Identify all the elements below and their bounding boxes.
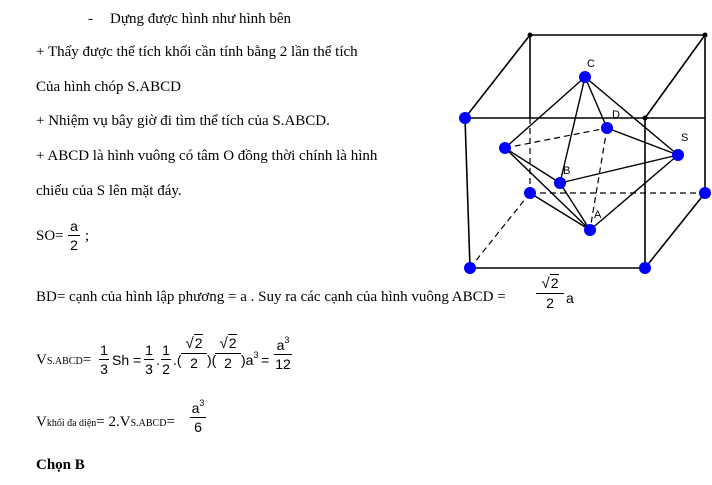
vertex-dot (528, 33, 533, 38)
bd-fraction: √2 2 (536, 276, 564, 310)
v-lhs: VS.ABCD= (36, 352, 92, 368)
edge (465, 35, 530, 118)
v-frac-1-3b: 1 3 (145, 342, 153, 377)
v-frac-sqrt2-2a: √2 2 (181, 336, 207, 370)
label-d: D (612, 109, 620, 121)
label-a: A (594, 209, 602, 221)
bd-a: a (566, 290, 574, 306)
v-eq2: = (261, 352, 270, 368)
k-lhs: Vkhối đa diện= 2.VS.ABCD= (36, 414, 175, 430)
text-line-2: + Thấy được thể tích khối cần tính bằng 2 lần thể tích (36, 44, 358, 60)
so-semicolon: ; (85, 228, 90, 244)
small-points (528, 33, 708, 121)
v-close-a: )$a^3$ (241, 350, 259, 368)
vertex-point (524, 187, 536, 199)
edge (585, 77, 607, 128)
text-line-4: + Nhiệm vụ bây giờ đi tìm thể tích của S.ABCD. (36, 113, 330, 129)
edge (607, 128, 678, 155)
vertex-point (459, 112, 471, 124)
vertex-point-a (584, 224, 596, 236)
v-paren-open: .( (173, 352, 182, 368)
text-line-6: chiếu của S lên mặt đáy. (36, 183, 182, 199)
vertex-point-b (554, 177, 566, 189)
v-dot: . (156, 352, 160, 368)
vertex-point-d (601, 122, 613, 134)
vertex-point (699, 187, 711, 199)
vertex-points (459, 71, 711, 274)
text-line-5: + ABCD là hình vuông có tâm O đồng thời chính là hình (36, 148, 378, 164)
edge-hidden (470, 193, 530, 268)
edge (560, 155, 678, 183)
vertex-dot (703, 33, 708, 38)
octahedron-edges (505, 77, 678, 230)
edge (505, 148, 560, 183)
v-frac-sqrt2-2b: √2 2 (215, 336, 241, 370)
edge (465, 118, 470, 268)
v-frac-1-2: 1 2 (162, 342, 170, 377)
bullet-dash: - (88, 11, 93, 27)
vertex-point (499, 142, 511, 154)
edge (585, 77, 678, 155)
label-s: S (681, 132, 689, 144)
label-c: C (587, 58, 595, 70)
so-lhs: SO= (36, 228, 64, 244)
vertex-point (639, 262, 651, 274)
vertex-point-c (579, 71, 591, 83)
edge (645, 35, 705, 118)
edge (560, 183, 590, 230)
label-b: B (563, 165, 571, 177)
text-line-1: Dựng được hình như hình bên (110, 11, 292, 27)
edge (645, 193, 705, 268)
bd-text: BD= cạnh của hình lập phương = a . Suy ra các cạnh của hình vuông ABCD = (36, 289, 506, 305)
answer: Chọn B (36, 457, 85, 473)
cube-edges-hidden (470, 118, 705, 268)
so-fraction: a 2 (68, 219, 80, 252)
v-sh: Sh = (112, 352, 142, 368)
edge (530, 193, 590, 230)
edge (505, 77, 585, 148)
edge (505, 148, 590, 230)
v-mid: )( (207, 352, 217, 368)
text-line-3: Của hình chóp S.ABCD (36, 79, 182, 95)
vertex-point (464, 262, 476, 274)
v-frac-1-3: 1 3 (100, 342, 108, 377)
edge-hidden (505, 128, 607, 148)
v-frac-a3-12: $a^3$ 12 (275, 335, 291, 372)
vertex-dot (643, 116, 648, 121)
k-frac-a3-6: $a^3$ 6 (191, 398, 205, 435)
vertex-point-s (672, 149, 684, 161)
